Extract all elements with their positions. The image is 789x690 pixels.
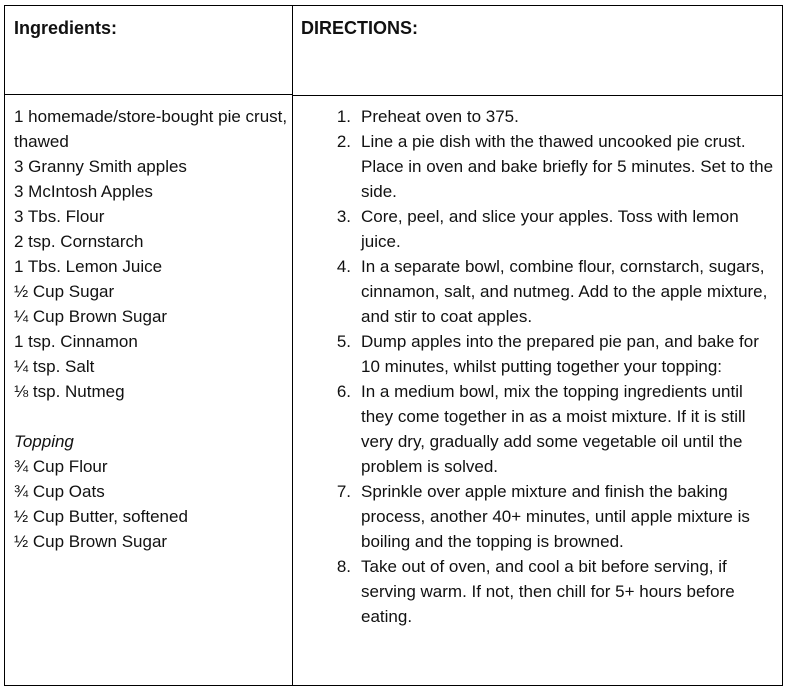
ingredient-item: ¼ Cup Brown Sugar [14, 307, 168, 326]
ingredient-item: 1 homemade/store-bought pie crust, thawed [14, 107, 288, 151]
ingredient-item: 2 tsp. Cornstarch [14, 232, 144, 251]
topping-label: Topping [14, 432, 74, 451]
step-text: Line a pie dish with the thawed uncooked pie crust. Place in oven and bake briefly for 5 minutes. Set to the side. [361, 132, 774, 201]
step-text: Take out of oven, and cool a bit before serving, if serving warm. If not, then chill for 5+ hours before eating. [361, 557, 735, 626]
step-text: In a medium bowl, mix the topping ingredients until they come together in as a moist mixture. If it is still very dry, gradually add some vegetable oil until the problem is solved. [361, 382, 746, 476]
step-number: 6. [336, 382, 351, 401]
ingredient-item: 1 tsp. Cinnamon [14, 332, 138, 351]
ingredient-item: ⅛ tsp. Nutmeg [14, 382, 125, 401]
step-number: 3. [336, 207, 351, 226]
direction-step [301, 254, 779, 329]
ingredient-item: 3 Tbs. Flour [14, 207, 105, 226]
ingredient-item: 3 McIntosh Apples [14, 182, 153, 201]
step-number: 7. [336, 482, 351, 501]
direction-step [301, 479, 779, 554]
step-number: 5. [336, 332, 351, 351]
spacer [14, 404, 289, 429]
step-text: Core, peel, and slice your apples. Toss with lemon juice. [361, 207, 739, 251]
directions-list [301, 104, 779, 629]
direction-step [301, 379, 779, 479]
step-text: In a separate bowl, combine flour, cornstarch, sugars, cinnamon, salt, and nutmeg. Add to the apple mixture, and stir to coat apples. [361, 257, 768, 326]
direction-step [301, 129, 779, 204]
topping-item: ½ Cup Butter, softened [14, 507, 188, 526]
column-divider [292, 6, 293, 685]
topping-item: ¾ Cup Flour [14, 457, 108, 476]
ingredients-heading: Ingredients: [14, 18, 118, 38]
step-number: 1. [336, 107, 351, 126]
topping-item: ½ Cup Brown Sugar [14, 532, 168, 551]
direction-step [301, 104, 779, 129]
row-divider [5, 94, 292, 95]
direction-step [301, 204, 779, 254]
recipe-table [4, 5, 783, 686]
ingredient-item: ¼ tsp. Salt [14, 357, 95, 376]
directions-heading: DIRECTIONS: [301, 18, 418, 38]
step-number: 2. [336, 132, 351, 151]
step-number: 8. [336, 557, 351, 576]
step-text: Dump apples into the prepared pie pan, and bake for 10 minutes, whilst putting together your topping: [361, 332, 759, 376]
topping-item: ¾ Cup Oats [14, 482, 105, 501]
direction-step [301, 329, 779, 379]
ingredients-list [14, 104, 289, 554]
ingredient-item: 3 Granny Smith apples [14, 157, 187, 176]
direction-step [301, 554, 779, 629]
ingredient-item: 1 Tbs. Lemon Juice [14, 257, 163, 276]
step-text: Sprinkle over apple mixture and finish the baking process, another 40+ minutes, until apple mixture is boiling and the topping is browned. [361, 482, 750, 551]
ingredient-item: ½ Cup Sugar [14, 282, 115, 301]
row-divider [292, 95, 782, 96]
step-number: 4. [336, 257, 351, 276]
step-text: Preheat oven to 375. [361, 107, 519, 126]
